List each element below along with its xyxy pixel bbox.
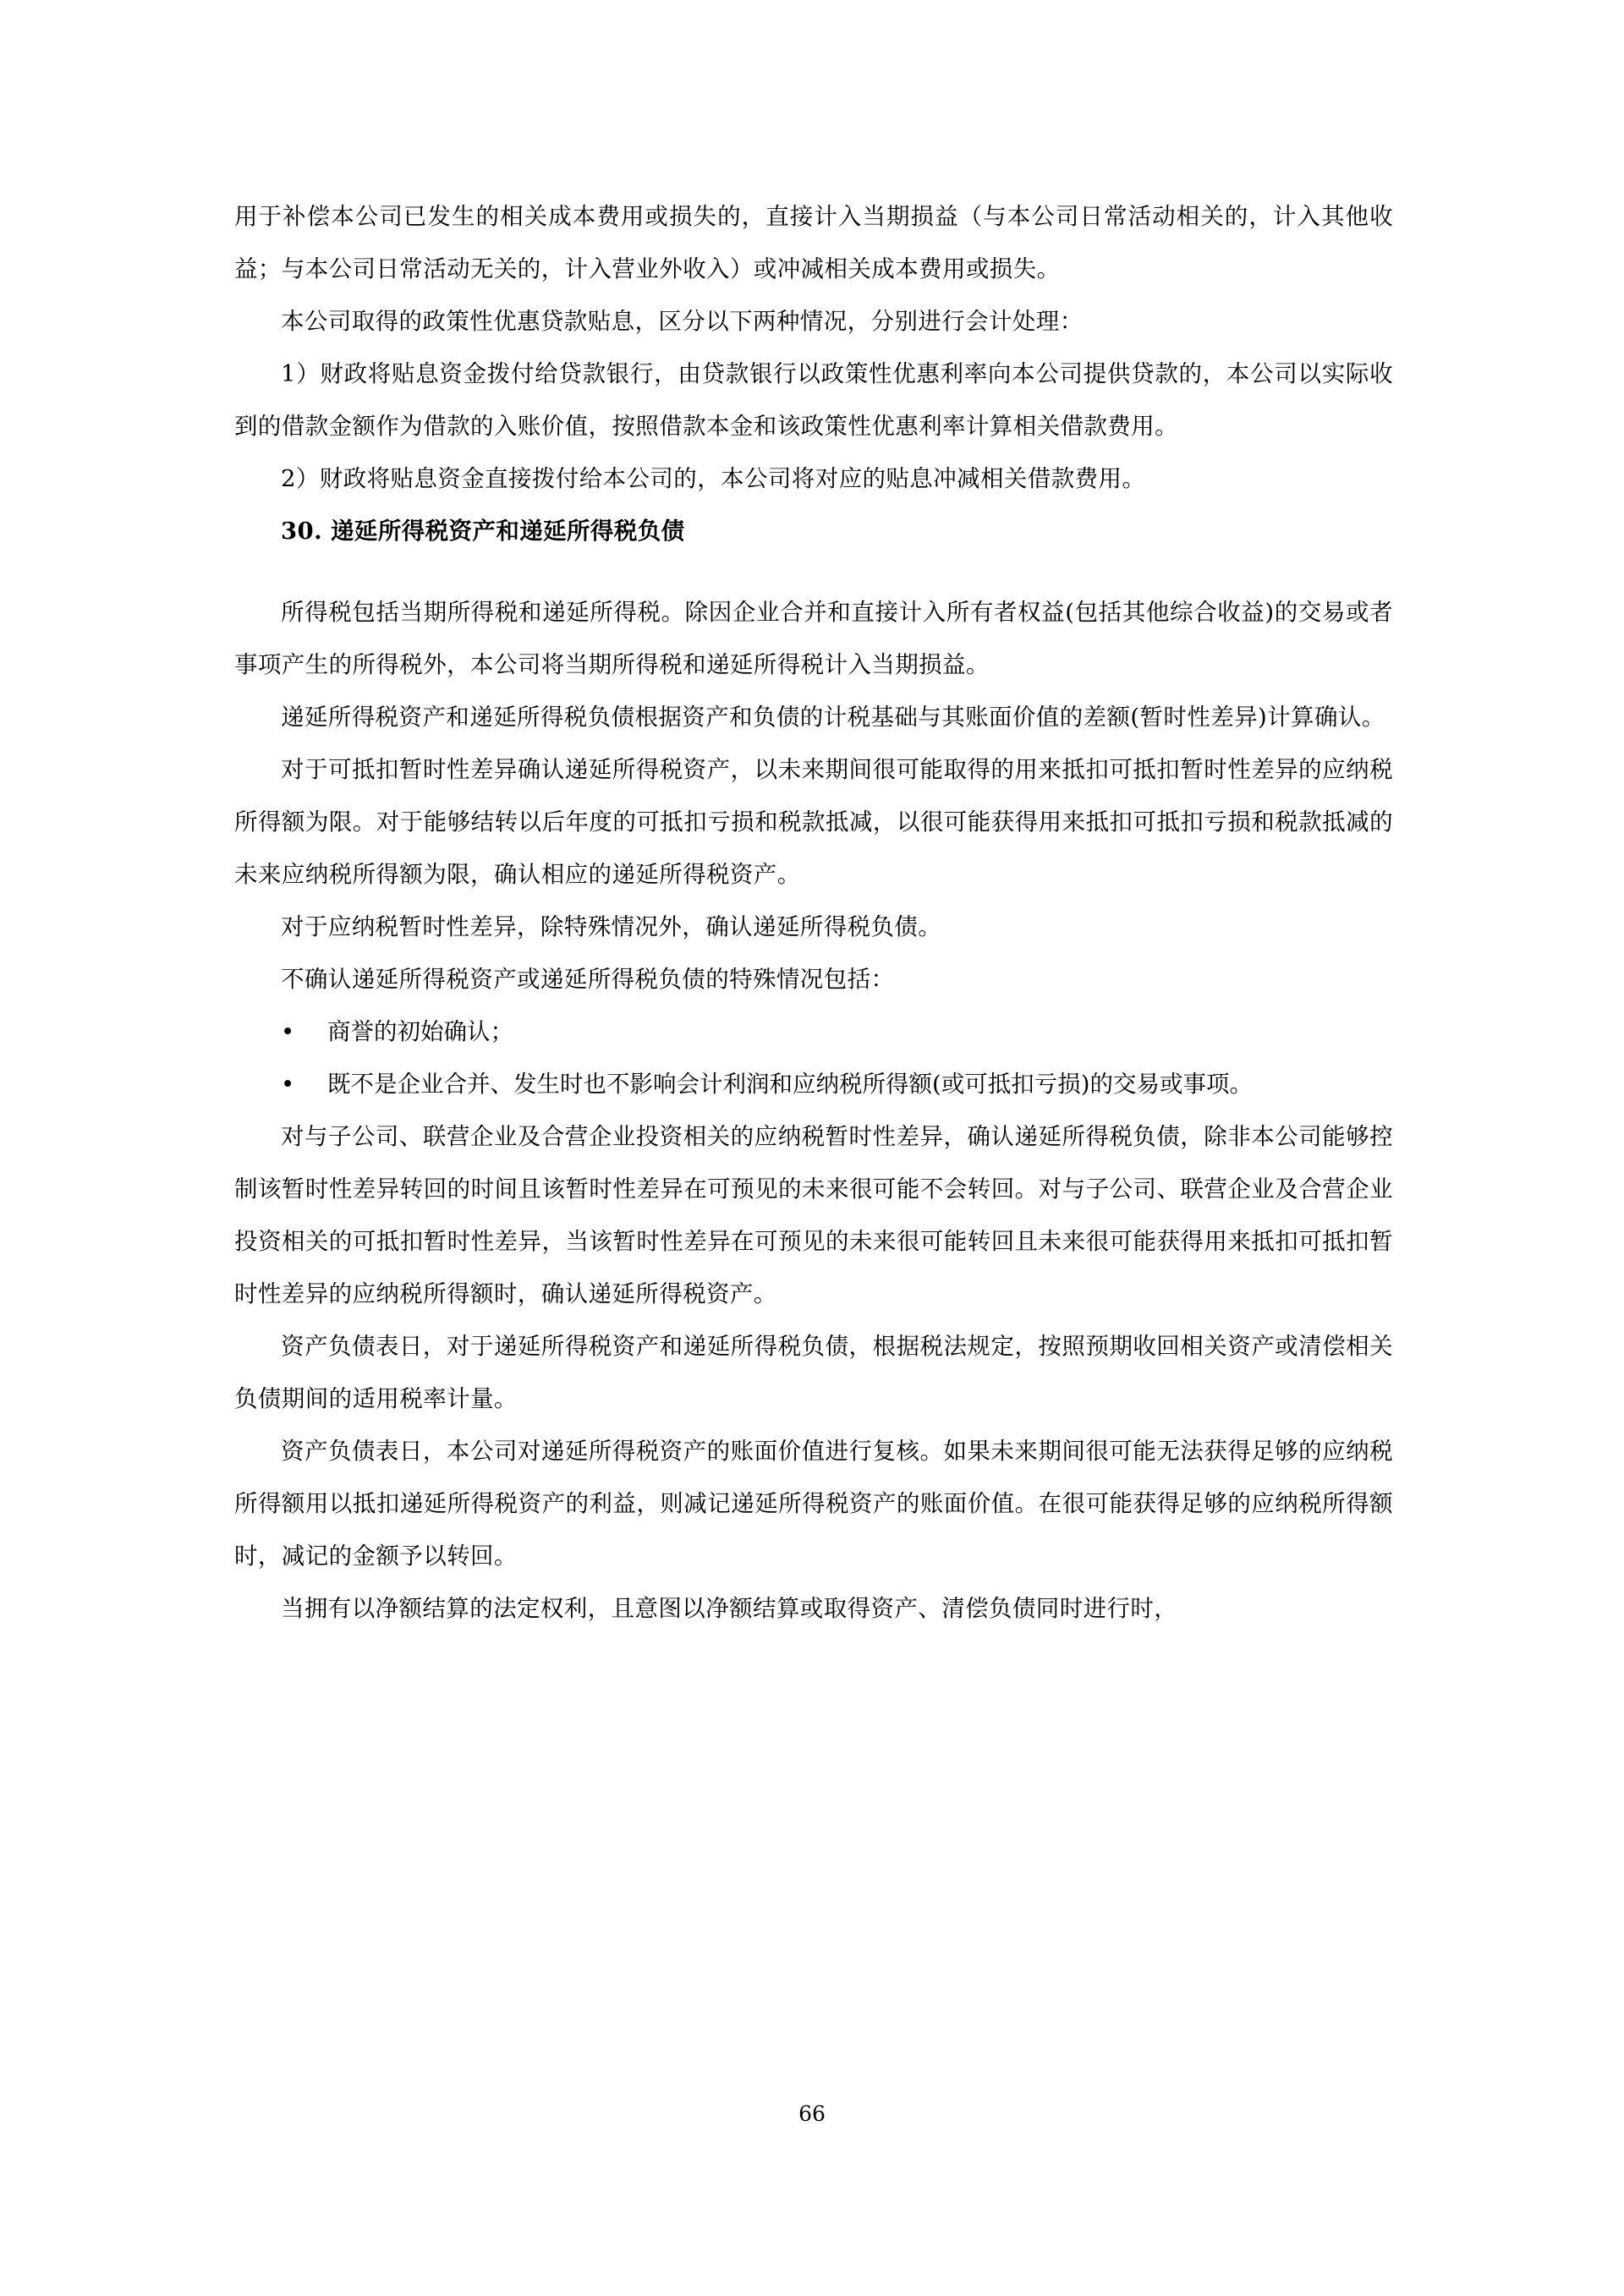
paragraph-7: 对于可抵扣暂时性差异确认递延所得税资产，以未来期间很可能取得的用来抵扣可抵扣暂时性差异的应纳税所得额为限。对于能够结转以后年度的可抵扣亏损和税款抵减，以很可能获得用来抵扣可抵扣亏损和税款抵减的未来应纳税所得额为限，确认相应的递延所得税资产。 xyxy=(234,756,1393,888)
list-item-text: 既不是企业合并、发生时也不影响会计利润和应纳税所得额(或可抵扣亏损)的交易或事项。 xyxy=(327,1071,1253,1098)
paragraph-6: 递延所得税资产和递延所得税负债根据资产和负债的计税基础与其账面价值的差额(暂时性差异)计算确认。 xyxy=(281,704,1385,731)
page-body xyxy=(234,190,1393,1635)
paragraph-8: 对于应纳税暂时性差异，除特殊情况外，确认递延所得税负债。 xyxy=(281,913,942,940)
paragraph-11: 资产负债表日，对于递延所得税资产和递延所得税负债，根据税法规定，按照预期收回相关资产或清偿相关负债期间的适用税率计量。 xyxy=(234,1333,1393,1412)
paragraph-10: 对与子公司、联营企业及合营企业投资相关的应纳税暂时性差异，确认递延所得税负债，除非本公司能够控制该暂时性差异转回的时间且该暂时性差异在可预见的未来很可能不会转回。对与子公司、联营企业及合营企业投资相关的可抵扣暂时性差异，当该暂时性差异在可预见的未来很可能转回且未来很可能获得用来抵扣可抵扣暂时性差异的应纳税所得额时，确认递延所得税资产。 xyxy=(234,1123,1393,1307)
bullet-marker: • xyxy=(281,1071,295,1098)
paragraph-1: 用于补偿本公司已发生的相关成本费用或损失的，直接计入当期损益（与本公司日常活动相关的，计入其他收益；与本公司日常活动无关的，计入营业外收入）或冲减相关成本费用或损失。 xyxy=(234,203,1393,282)
list-item xyxy=(234,1058,1393,1110)
paragraph-4: 2）财政将贴息资金直接拨付给本公司的，本公司将对应的贴息冲减相关借款费用。 xyxy=(281,465,1146,492)
page-number: 66 xyxy=(798,2101,826,2126)
paragraph-2: 本公司取得的政策性优惠贷款贴息，区分以下两种情况，分别进行会计处理： xyxy=(281,308,1084,335)
list-item xyxy=(234,1006,1393,1058)
paragraph-9: 不确认递延所得税资产或递延所得税负债的特殊情况包括： xyxy=(281,966,895,993)
paragraph-5: 所得税包括当期所得税和递延所得税。除因企业合并和直接计入所有者权益(包括其他综合收益)的交易或者事项产生的所得税外，本公司将当期所得税和递延所得税计入当期损益。 xyxy=(234,599,1393,678)
section-heading-30: 30. 递延所得税资产和递延所得税负债 xyxy=(281,518,685,545)
bullet-marker: • xyxy=(281,1018,295,1045)
heading-spacer xyxy=(234,557,1393,586)
paragraph-12: 资产负债表日，本公司对递延所得税资产的账面价值进行复核。如果未来期间很可能无法获得足够的应纳税所得额用以抵扣递延所得税资产的利益，则减记递延所得税资产的账面价值。在很可能获得足够的应纳税所得额时，减记的金额予以转回。 xyxy=(234,1438,1393,1570)
paragraph-3: 1）财政将贴息资金拨付给贷款银行，由贷款银行以政策性优惠利率向本公司提供贷款的，本公司以实际收到的借款金额作为借款的入账价值，按照借款本金和该政策性优惠利率计算相关借款费用。 xyxy=(234,360,1393,440)
list-item-text: 商誉的初始确认； xyxy=(327,1018,513,1045)
paragraph-13: 当拥有以净额结算的法定权利，且意图以净额结算或取得资产、清偿负债同时进行时， xyxy=(281,1595,1178,1622)
